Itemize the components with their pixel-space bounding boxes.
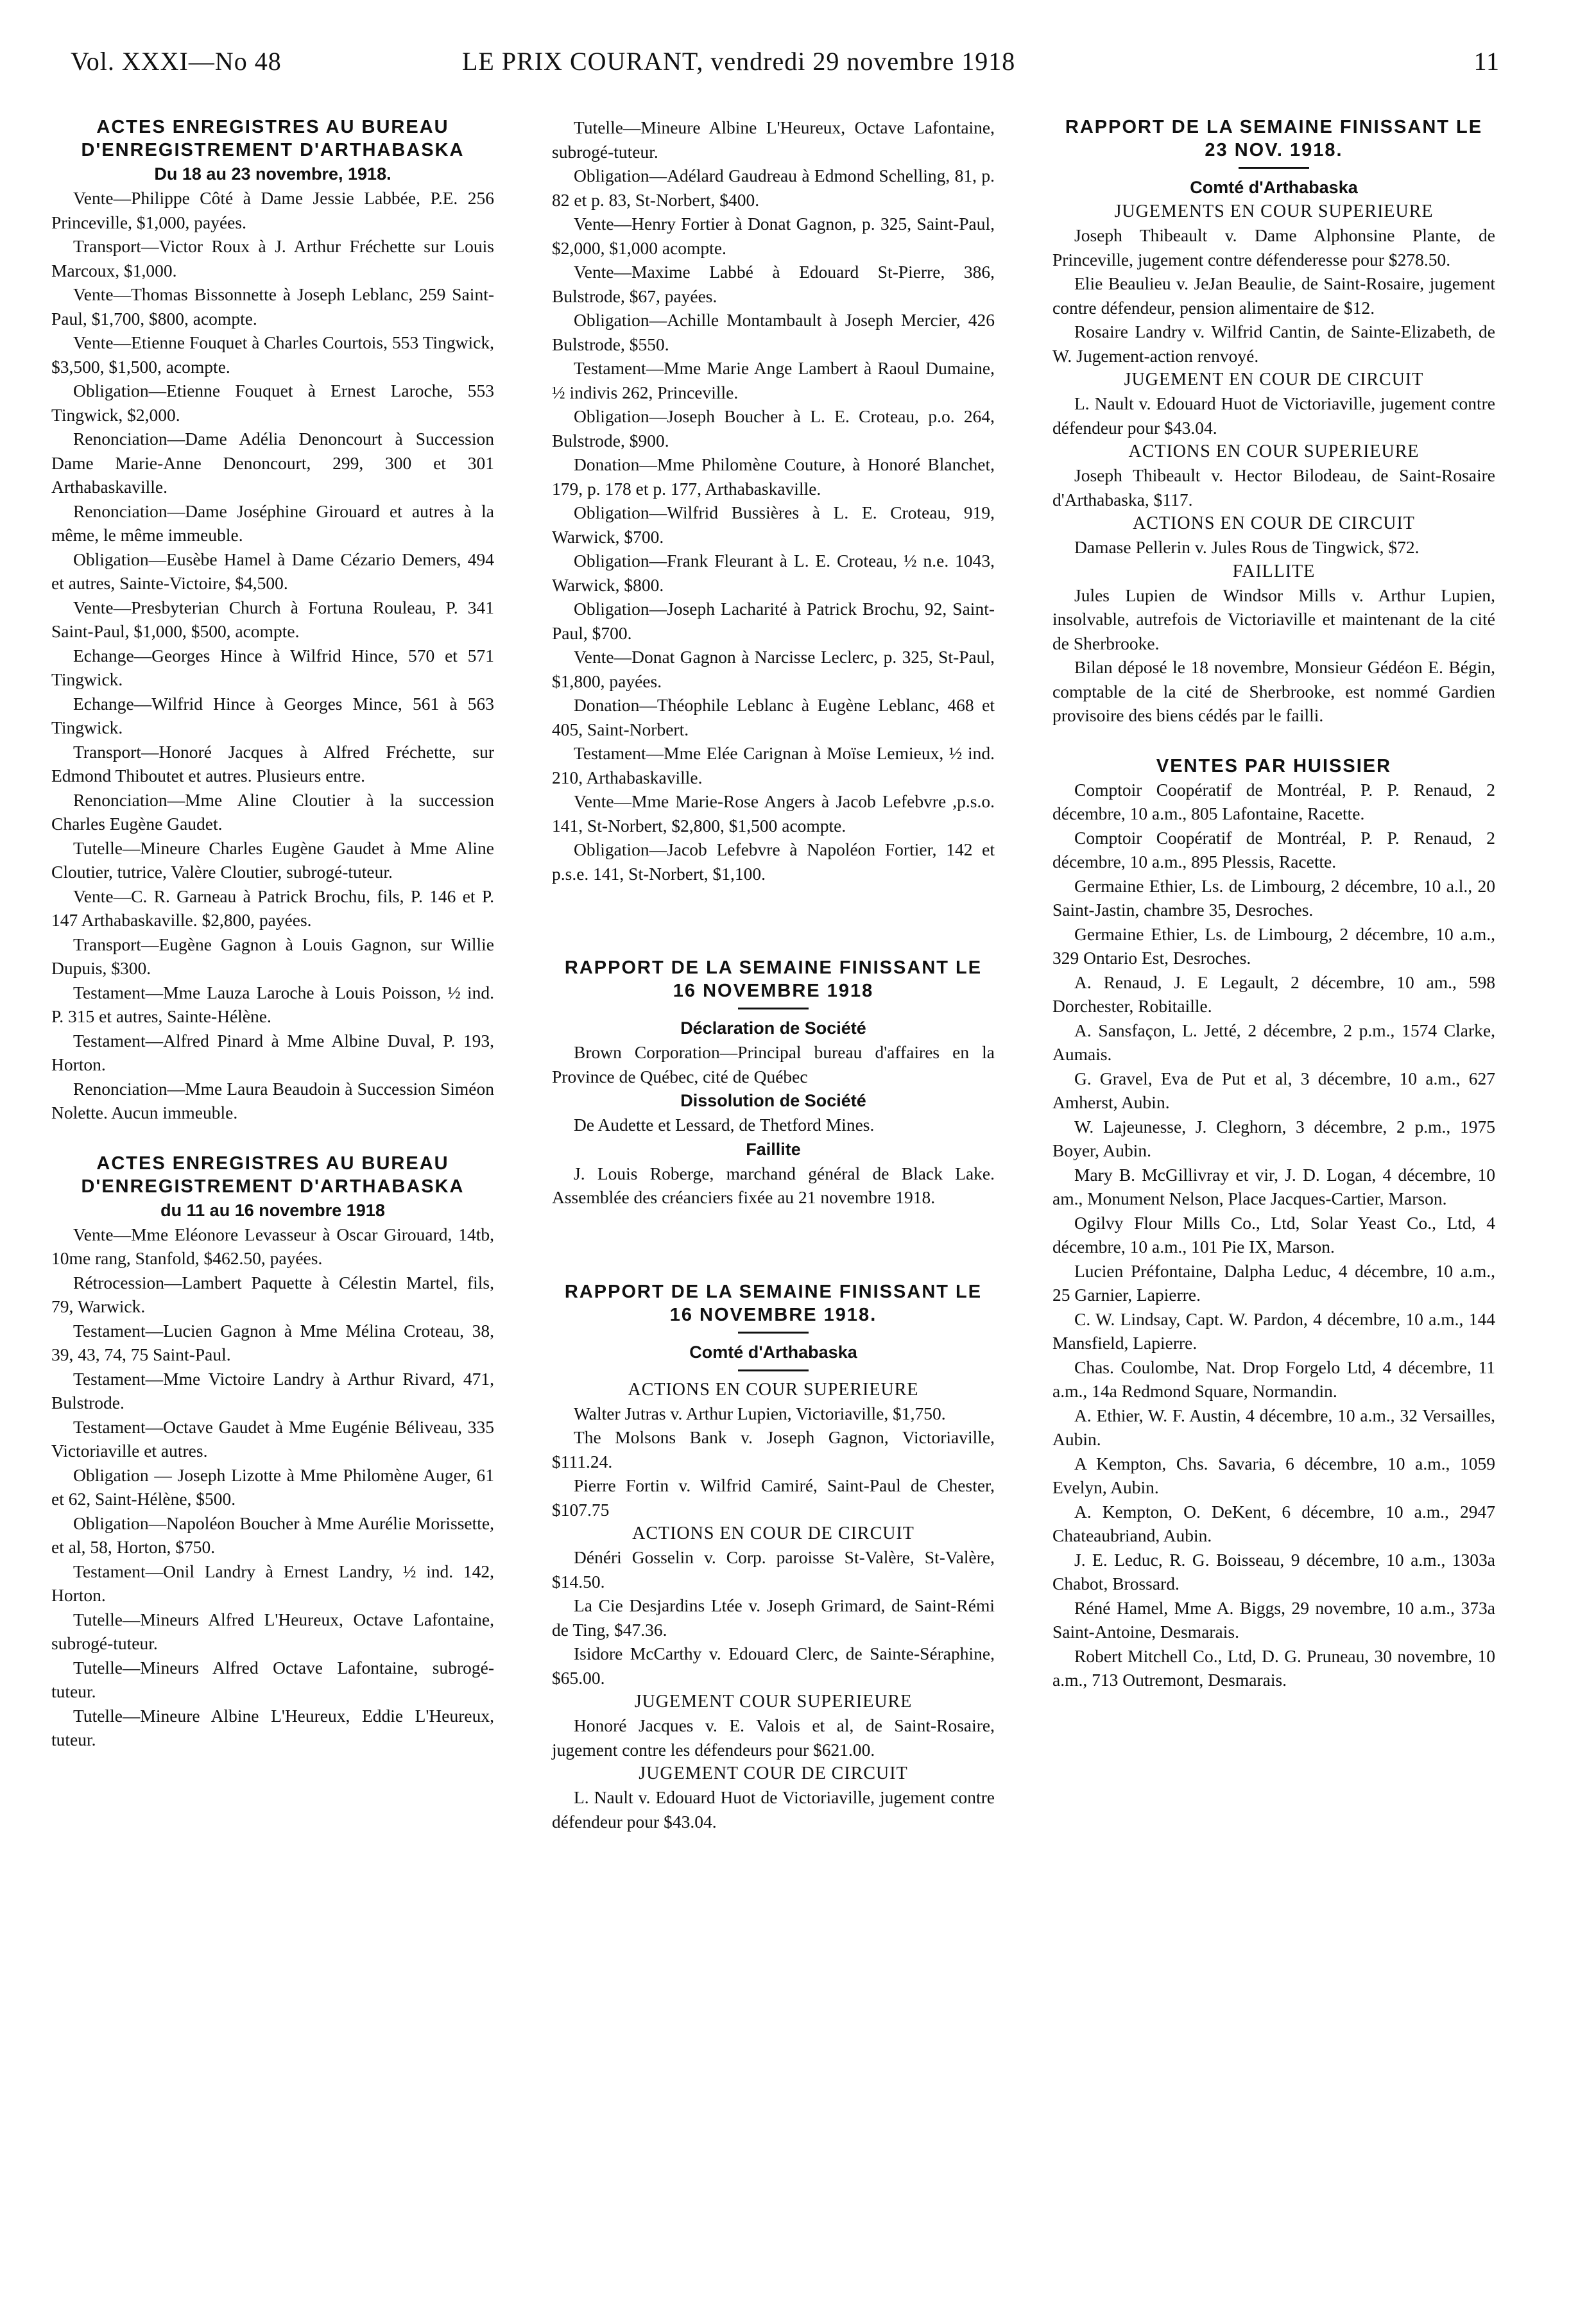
entry-list xyxy=(1052,463,1495,511)
entry: Réné Hamel, Mme A. Biggs, 29 novembre, 10 a.m., 373a Saint-Antoine, Desmarais. xyxy=(1052,1597,1495,1642)
entry: Donation—Théophile Leblanc à Eugène Leblanc, 468 et 405, Saint-Norbert. xyxy=(552,695,995,739)
entry: G. Gravel, Eva de Put et al, 3 décembre, 10 a.m., 627 Amherst, Aubin. xyxy=(1052,1068,1495,1112)
entry: Vente—Presbyterian Church à Fortuna Rouleau, P. 341 Saint-Paul, $1,000, $500, acompte. xyxy=(51,597,494,641)
entry: Echange—Georges Hince à Wilfrid Hince, 570 et 571 Tingwick. xyxy=(51,645,494,689)
entry-list xyxy=(51,186,494,1125)
masthead-title: LE PRIX COURANT, vendredi 29 novembre 1918 xyxy=(462,47,1016,76)
entry: Elie Beaulieu v. JeJan Beaulie, de Saint-Rosaire, jugement contre défendeur, pension alimentaire de $12. xyxy=(1052,273,1495,318)
subsection-heading: Déclaration de Société xyxy=(680,1018,866,1038)
entry-list xyxy=(1052,223,1495,368)
entry-list xyxy=(51,1223,494,1752)
entry-list xyxy=(1052,391,1495,440)
entry: Damase Pellerin v. Jules Rous de Tingwick, $72. xyxy=(1074,537,1420,557)
entry: Renonciation—Mme Aline Cloutier à la succession Charles Eugène Gaudet. xyxy=(51,789,494,834)
entry: A Kempton, Chs. Savaria, 6 décembre, 10 a.m., 1059 Evelyn, Aubin. xyxy=(1052,1453,1495,1497)
entry: Joseph Thibeault v. Dame Alphonsine Plante, de Princeville, jugement contre défenderesse pour $278.50. xyxy=(1052,225,1495,270)
page-header xyxy=(71,46,1500,91)
entry: Comptoir Coopératif de Montréal, P. P. Renaud, 2 décembre, 10 a.m., 895 Plessis, Racette. xyxy=(1052,827,1495,871)
entry: The Molsons Bank v. Joseph Gagnon, Victoriaville, $111.24. xyxy=(552,1427,995,1472)
section-heading: VENTES PAR HUISSIER xyxy=(1156,755,1392,777)
divider xyxy=(1239,167,1309,169)
entry: La Cie Desjardins Ltée v. Joseph Grimard, de Saint-Rémi de Ting, $47.36. xyxy=(552,1595,995,1640)
entry: Donation—Mme Philomène Couture, à Honoré Blanchet, 179, p. 178 et p. 177, Arthabaskaville. xyxy=(552,454,995,499)
entry: Testament—Mme Marie Ange Lambert à Raoul Dumaine, ½ indivis 262, Princeville. xyxy=(552,358,995,402)
column-3 xyxy=(1052,116,1495,1692)
entry: C. W. Lindsay, Capt. W. Pardon, 4 décembre, 10 a.m., 144 Mansfield, Lapierre. xyxy=(1052,1309,1495,1353)
entry: Obligation—Frank Fleurant à L. E. Croteau, ½ n.e. 1043, Warwick, $800. xyxy=(552,551,995,595)
section-heading: RAPPORT DE LA SEMAINE FINISSANT LE 16 NOVEMBRE 1918 xyxy=(564,957,982,1001)
entry-list xyxy=(552,1545,995,1690)
entry: Transport—Eugène Gagnon à Louis Gagnon, sur Willie Dupuis, $300. xyxy=(51,934,494,978)
spacer xyxy=(1052,728,1495,755)
entry: Vente—Thomas Bissonnette à Joseph Leblanc, 259 Saint-Paul, $1,700, $800, acompte. xyxy=(51,284,494,329)
entry: Vente—Mme Eléonore Levasseur à Oscar Girouard, 14tb, 10me rang, Stanfold, $462.50, payées. xyxy=(51,1224,494,1268)
subsection-heading: JUGEMENTS EN COUR SUPERIEURE xyxy=(1114,202,1434,221)
volume-number: Vol. XXXI—No 48 xyxy=(71,47,282,76)
subsection-heading: Faillite xyxy=(746,1139,801,1159)
entry: Renonciation—Dame Joséphine Girouard et autres à la même, le même immeuble. xyxy=(51,501,494,545)
entry: Testament—Mme Lauza Laroche à Louis Poisson, ½ ind. P. 315 et autres, Sainte-Hélène. xyxy=(51,982,494,1026)
entry: J. Louis Roberge, marchand général de Black Lake. Assemblée des créanciers fixée au 21 novembre 1918. xyxy=(552,1163,995,1207)
entry: Testament—Mme Elée Carignan à Moïse Lemieux, ½ ind. 210, Arthabaskaville. xyxy=(552,743,995,787)
entry: De Audette et Lessard, de Thetford Mines. xyxy=(574,1115,875,1135)
entry: Germaine Ethier, Ls. de Limbourg, 2 décembre, 10 a.l., 20 Saint-Jastin, chambre 35, Desroches. xyxy=(1052,875,1495,920)
section-heading: ACTES ENREGISTRES AU BUREAU D'ENREGISTREMENT D'ARTHABASKA xyxy=(81,117,465,160)
county-heading: Comté d'Arthabaska xyxy=(689,1342,857,1362)
section-date: Du 18 au 23 novembre, 1918. xyxy=(154,164,391,184)
entry: Testament—Alfred Pinard à Mme Albine Duval, P. 193, Horton. xyxy=(51,1030,494,1074)
entry: Testament—Octave Gaudet à Mme Eugénie Béliveau, 335 Victoriaville et autres. xyxy=(51,1416,494,1461)
entry: Testament—Onil Landry à Ernest Landry, ½ ind. 142, Horton. xyxy=(51,1561,494,1605)
subsection-heading: Dissolution de Société xyxy=(680,1091,866,1110)
column-1 xyxy=(51,116,494,1752)
section-heading: RAPPORT DE LA SEMAINE FINISSANT LE 23 NOV. 1918. xyxy=(1065,117,1483,160)
entry: Testament—Mme Victoire Landry à Arthur Rivard, 471, Bulstrode. xyxy=(51,1368,494,1412)
subsection-heading: JUGEMENT COUR DE CIRCUIT xyxy=(639,1764,908,1783)
entry: Transport—Honoré Jacques à Alfred Fréchette, sur Edmond Thiboutet et autres. Plusieurs entre. xyxy=(51,741,494,785)
entry: Dénéri Gosselin v. Corp. paroisse St-Valère, St-Valère, $14.50. xyxy=(552,1547,995,1592)
entry: Brown Corporation—Principal bureau d'affaires en la Province de Québec, cité de Québec xyxy=(552,1042,995,1086)
subsection-heading: ACTIONS EN COUR DE CIRCUIT xyxy=(632,1524,914,1543)
subsection-heading: FAILLITE xyxy=(1232,561,1316,581)
section-heading: ACTES ENREGISTRES AU BUREAU D'ENREGISTREMENT D'ARTHABASKA xyxy=(81,1153,465,1197)
entry: Obligation—Wilfrid Bussières à L. E. Croteau, 919, Warwick, $700. xyxy=(552,502,995,547)
entry: Obligation — Joseph Lizotte à Mme Philomène Auger, 61 et 62, Saint-Hélène, $500. xyxy=(51,1464,494,1509)
subsection-heading: JUGEMENT COUR SUPERIEURE xyxy=(634,1692,913,1712)
entry: Vente—Etienne Fouquet à Charles Courtois, 553 Tingwick, $3,500, $1,500, acompte. xyxy=(51,332,494,377)
entry: A. Renaud, J. E Legault, 2 décembre, 10 am., 598 Dorchester, Robitaille. xyxy=(1052,972,1495,1016)
entry: A. Kempton, O. DeKent, 6 décembre, 10 a.m., 2947 Chateaubriand, Aubin. xyxy=(1052,1501,1495,1545)
entry: Joseph Thibeault v. Hector Bilodeau, de Saint-Rosaire d'Arthabaska, $117. xyxy=(1052,465,1495,510)
county-heading: Comté d'Arthabaska xyxy=(1190,178,1358,197)
entry: Germaine Ethier, Ls. de Limbourg, 2 décembre, 10 a.m., 329 Ontario Est, Desroches. xyxy=(1052,923,1495,968)
spacer xyxy=(51,1125,494,1152)
entry: A. Ethier, W. F. Austin, 4 décembre, 10 a.m., 32 Versailles, Aubin. xyxy=(1052,1405,1495,1449)
divider xyxy=(738,1332,809,1334)
entry-list xyxy=(1052,583,1495,728)
entry-list xyxy=(552,1402,995,1522)
entry: A. Sansfaçon, L. Jetté, 2 décembre, 2 p.m., 1574 Clarke, Aumais. xyxy=(1052,1020,1495,1064)
page-number: 11 xyxy=(1473,47,1500,76)
entry: W. Lajeunesse, J. Cleghorn, 3 décembre, 2 p.m., 1975 Boyer, Aubin. xyxy=(1052,1116,1495,1160)
entry: Pierre Fortin v. Wilfrid Camiré, Saint-Paul de Chester, $107.75 xyxy=(552,1475,995,1520)
entry: L. Nault v. Edouard Huot de Victoriaville, jugement contre défendeur pour $43.04. xyxy=(1052,393,1495,438)
entry: Obligation—Eusèbe Hamel à Dame Cézario Demers, 494 et autres, Sainte-Victoire, $4,500. xyxy=(51,549,494,593)
entry-list xyxy=(552,1713,995,1762)
entry: J. E. Leduc, R. G. Boisseau, 9 décembre, 10 a.m., 1303a Chabot, Brossard. xyxy=(1052,1549,1495,1593)
entry-list xyxy=(1052,535,1495,560)
column-2 xyxy=(552,116,995,1833)
section-heading: RAPPORT DE LA SEMAINE FINISSANT LE 16 NOVEMBRE 1918. xyxy=(564,1281,982,1325)
entry: Obligation—Joseph Boucher à L. E. Croteau, p.o. 264, Bulstrode, $900. xyxy=(552,406,995,451)
spacer xyxy=(552,886,995,956)
entry: Bilan déposé le 18 novembre, Monsieur Gédéon E. Bégin, comptable de la cité de Sherbrooke, est nommé Gardien provisoire des biens cédés par le failli. xyxy=(1052,657,1495,725)
entry: Vente—C. R. Garneau à Patrick Brochu, fils, P. 146 et P. 147 Arthabaskaville. $2,800, payées. xyxy=(51,886,494,930)
entry: Chas. Coulombe, Nat. Drop Forgelo Ltd, 4 décembre, 11 a.m., 14a Redmond Square, Normandin. xyxy=(1052,1357,1495,1401)
entry: Transport—Victor Roux à J. Arthur Fréchette sur Louis Marcoux, $1,000. xyxy=(51,236,494,280)
entry: Obligation—Napoléon Boucher à Mme Aurélie Morissette, et al, 58, Horton, $750. xyxy=(51,1513,494,1557)
spacer xyxy=(552,1210,995,1280)
entry: Jules Lupien de Windsor Mills v. Arthur Lupien, insolvable, autrefois de Victoriaville et maintenant de la cité de Sherbrooke. xyxy=(1052,585,1495,653)
entry: Echange—Wilfrid Hince à Georges Mince, 561 à 563 Tingwick. xyxy=(51,693,494,737)
entry: Tutelle—Mineurs Alfred L'Heureux, Octave Lafontaine, subrogé-tuteur. xyxy=(51,1609,494,1653)
entry: Isidore McCarthy v. Edouard Clerc, de Sainte-Séraphine, $65.00. xyxy=(552,1644,995,1688)
entry: Obligation—Jacob Lefebvre à Napoléon Fortier, 142 et p.s.e. 141, St-Norbert, $1,100. xyxy=(552,839,995,884)
entry: Renonciation—Mme Laura Beaudoin à Succession Siméon Nolette. Aucun immeuble. xyxy=(51,1078,494,1122)
entry: Vente—Henry Fortier à Donat Gagnon, p. 325, Saint-Paul, $2,000, $1,000 acompte. xyxy=(552,214,995,258)
entry: Renonciation—Dame Adélia Denoncourt à Succession Dame Marie-Anne Denoncourt, 299, 300 et 301 Arthabaskaville. xyxy=(51,429,494,497)
subsection-heading: ACTIONS EN COUR SUPERIEURE xyxy=(628,1379,919,1400)
entry: Testament—Lucien Gagnon à Mme Mélina Croteau, 38, 39, 43, 74, 75 Saint-Paul. xyxy=(51,1320,494,1364)
section-date: du 11 au 16 novembre 1918 xyxy=(160,1200,385,1220)
entry: Obligation—Achille Montambault à Joseph Mercier, 426 Bulstrode, $550. xyxy=(552,310,995,354)
entry: Obligation—Adélard Gaudreau à Edmond Schelling, 81, p. 82 et p. 83, St-Norbert, $400. xyxy=(552,166,995,210)
entry: Tutelle—Mineure Albine L'Heureux, Octave Lafontaine, subrogé-tuteur. xyxy=(552,117,995,162)
entry: Vente—Donat Gagnon à Narcisse Leclerc, p. 325, St-Paul, $1,800, payées. xyxy=(552,647,995,691)
entry: Tutelle—Mineure Albine L'Heureux, Eddie L'Heureux, tuteur. xyxy=(51,1705,494,1749)
entry: Comptoir Coopératif de Montréal, P. P. Renaud, 2 décembre, 10 a.m., 805 Lafontaine, Racette. xyxy=(1052,779,1495,823)
entry-list xyxy=(552,1785,995,1833)
subsection-heading: ACTIONS EN COUR SUPERIEURE xyxy=(1128,442,1420,461)
entry: Vente—Mme Marie-Rose Angers à Jacob Lefebvre ,p.s.o. 141, St-Norbert, $2,800, $1,500 acompte. xyxy=(552,791,995,836)
entry-list xyxy=(552,116,995,886)
divider xyxy=(738,1369,809,1371)
entry: Lucien Préfontaine, Dalpha Leduc, 4 décembre, 10 a.m., 25 Garnier, Lapierre. xyxy=(1052,1260,1495,1305)
entry: Walter Jutras v. Arthur Lupien, Victoriaville, $1,750. xyxy=(574,1403,946,1423)
entry: Obligation—Etienne Fouquet à Ernest Laroche, 553 Tingwick, $2,000. xyxy=(51,381,494,425)
entry: Rétrocession—Lambert Paquette à Célestin Martel, fils, 79, Warwick. xyxy=(51,1272,494,1316)
entry-list xyxy=(1052,778,1495,1692)
entry: Ogilvy Flour Mills Co., Ltd, Solar Yeast Co., Ltd, 4 décembre, 10 a.m., 101 Pie IX, Marson. xyxy=(1052,1212,1495,1257)
entry: Vente—Philippe Côté à Dame Jessie Labbée, P.E. 256 Princeville, $1,000, payées. xyxy=(51,188,494,232)
entry: Honoré Jacques v. E. Valois et al, de Saint-Rosaire, jugement contre les défendeurs pour $621.00. xyxy=(552,1715,995,1760)
subsection-heading: JUGEMENT EN COUR DE CIRCUIT xyxy=(1124,370,1424,390)
divider xyxy=(738,1008,809,1009)
entry: L. Nault v. Edouard Huot de Victoriaville, jugement contre défendeur pour $43.04. xyxy=(552,1787,995,1832)
entry: Robert Mitchell Co., Ltd, D. G. Pruneau, 30 novembre, 10 a.m., 713 Outremont, Desmarais. xyxy=(1052,1645,1495,1690)
entry: Obligation—Joseph Lacharité à Patrick Brochu, 92, Saint-Paul, $700. xyxy=(552,599,995,643)
entry: Mary B. McGillivray et vir, J. D. Logan, 4 décembre, 10 am., Monument Nelson, Place Jacques-Cartier, Marson. xyxy=(1052,1164,1495,1208)
entry: Vente—Maxime Labbé à Edouard St-Pierre, 386, Bulstrode, $67, payées. xyxy=(552,262,995,306)
entry: Rosaire Landry v. Wilfrid Cantin, de Sainte-Elizabeth, de W. Jugement-action renvoyé. xyxy=(1052,322,1495,366)
entry: Tutelle—Mineure Charles Eugène Gaudet à Mme Aline Cloutier, tutrice, Valère Cloutier, subrogé-tuteur. xyxy=(51,837,494,882)
subsection-heading: ACTIONS EN COUR DE CIRCUIT xyxy=(1133,513,1415,533)
entry: Tutelle—Mineurs Alfred Octave Lafontaine, subrogé-tuteur. xyxy=(51,1657,494,1701)
